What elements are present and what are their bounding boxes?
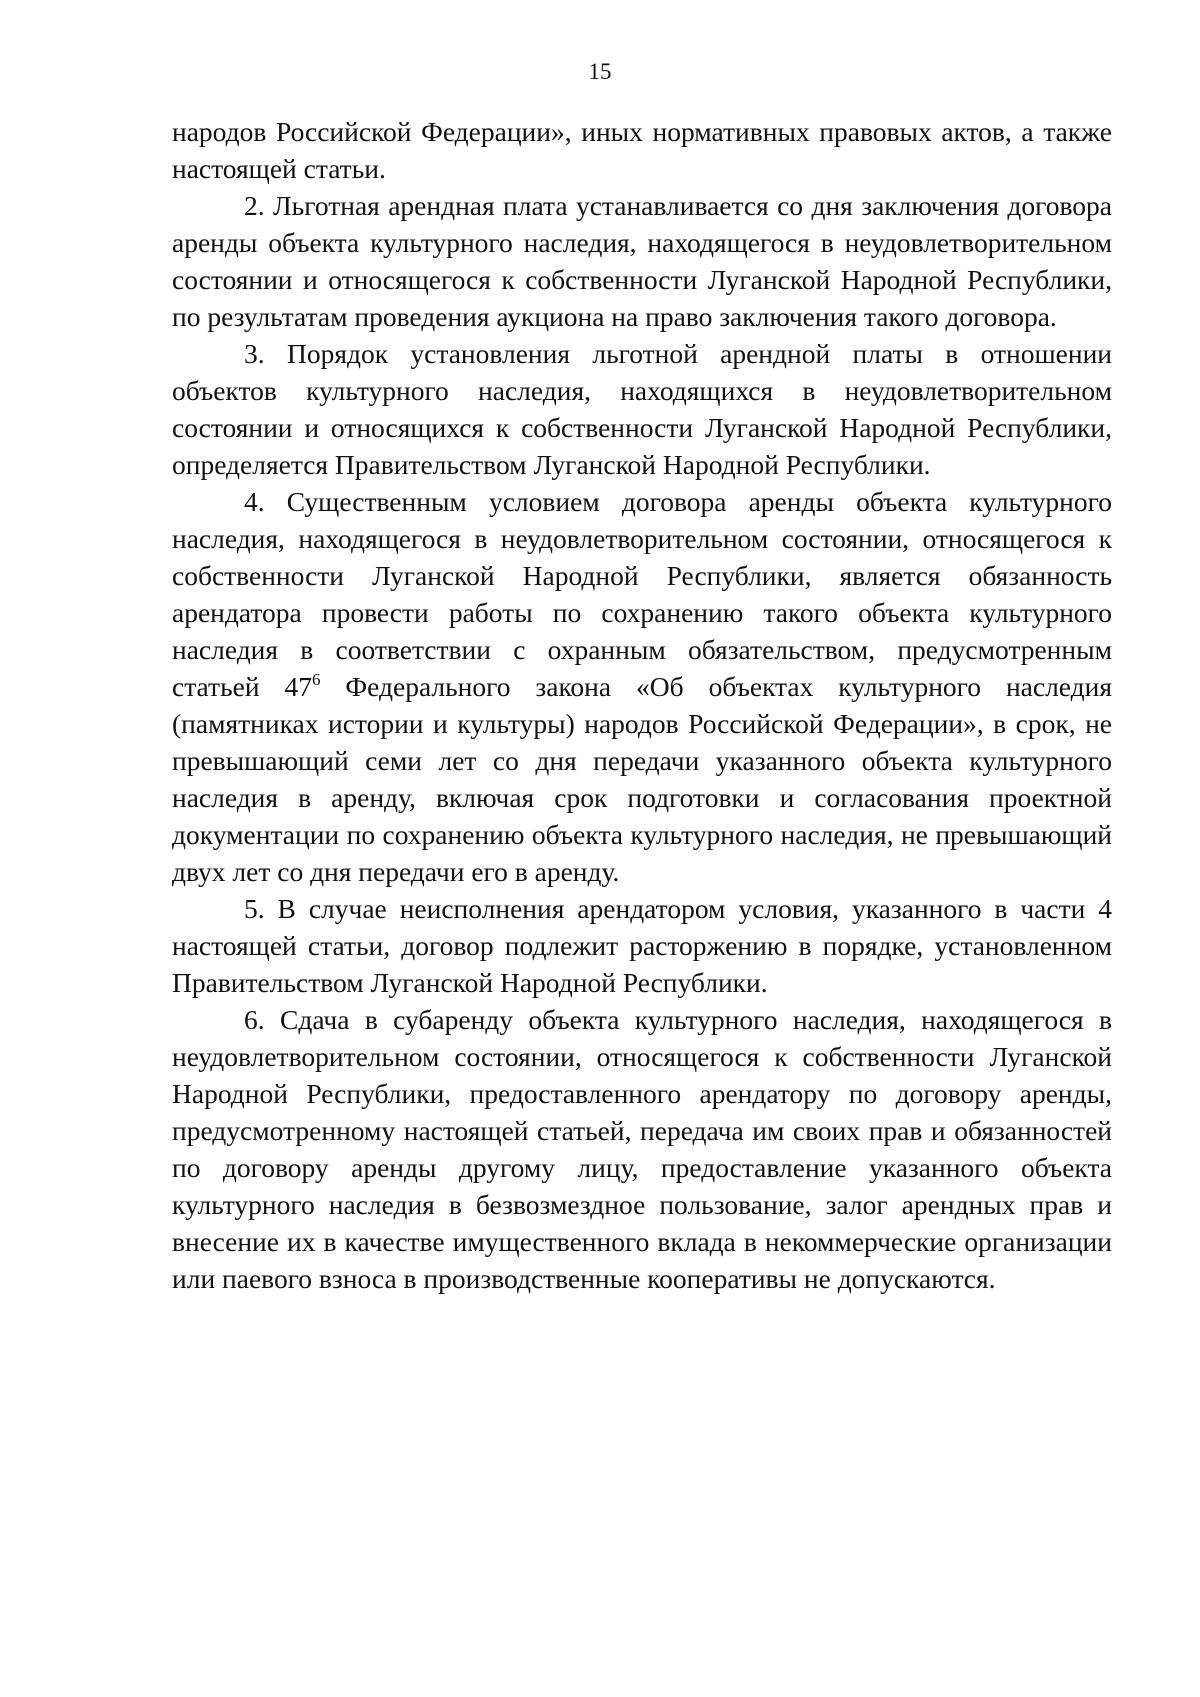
article-superscript: 6	[311, 670, 321, 689]
paragraph-4-text-end: Федерального закона «Об объектах культурного наследия (памятниках истории и культуры) народов Российской Федерации», в срок, не превышающий семи лет со дня передачи указанного объекта культурного наследия в аренду, включая срок подготовки и согласования проектной документации по сохранению объекта культурного наследия, не превышающий двух лет со дня передачи его в аренду.	[172, 671, 1112, 887]
paragraph-4-text-start: 4. Существенным условием договора аренды объекта культурного наследия, находящегося в неудовлетворительном состоянии, относящегося к собственности Луганской Народной Республики, является обязанность арендатора провести работы по сохранению такого объекта культурного наследия в соответствии с охранным обязательством, предусмотренным статьей 47	[172, 486, 1112, 702]
paragraph-5: 5. В случае неисполнения арендатором условия, указанного в части 4 настоящей статьи, договор подлежит расторжению в порядке, установленном Правительством Луганской Народной Республики.	[172, 893, 1112, 998]
paragraph-4	[172, 483, 1112, 890]
paragraph-continuation: народов Российской Федерации», иных нормативных правовых актов, а также настоящей статьи.	[172, 116, 1112, 184]
paragraph-3: 3. Порядок установления льготной арендной платы в отношении объектов культурного наследия, находящихся в неудовлетворительном состоянии и относящихся к собственности Луганской Народной Республики, определяется Правительством Луганской Народной Республики.	[172, 338, 1112, 480]
document-body	[172, 113, 1112, 1297]
paragraph-6: 6. Сдача в субаренду объекта культурного наследия, находящегося в неудовлетворительном состоянии, относящегося к собственности Луганской Народной Республики, предоставленного арендатору по договору аренды, предусмотренному настоящей статьей, передача им своих прав и обязанностей по договору аренды другому лицу, предоставление указанного объекта культурного наследия в безвозмездное пользование, залог арендных прав и внесение их в качестве имущественного вклада в некоммерческие организации или паевого взноса в производственные кооперативы не допускаются.	[172, 1004, 1112, 1294]
page-number: 15	[588, 59, 612, 84]
paragraph-2: 2. Льготная арендная плата устанавливается со дня заключения договора аренды объекта культурного наследия, находящегося в неудовлетворительном состоянии и относящегося к собственности Луганской Народной Республики, по результатам проведения аукциона на право заключения такого договора.	[172, 190, 1112, 332]
